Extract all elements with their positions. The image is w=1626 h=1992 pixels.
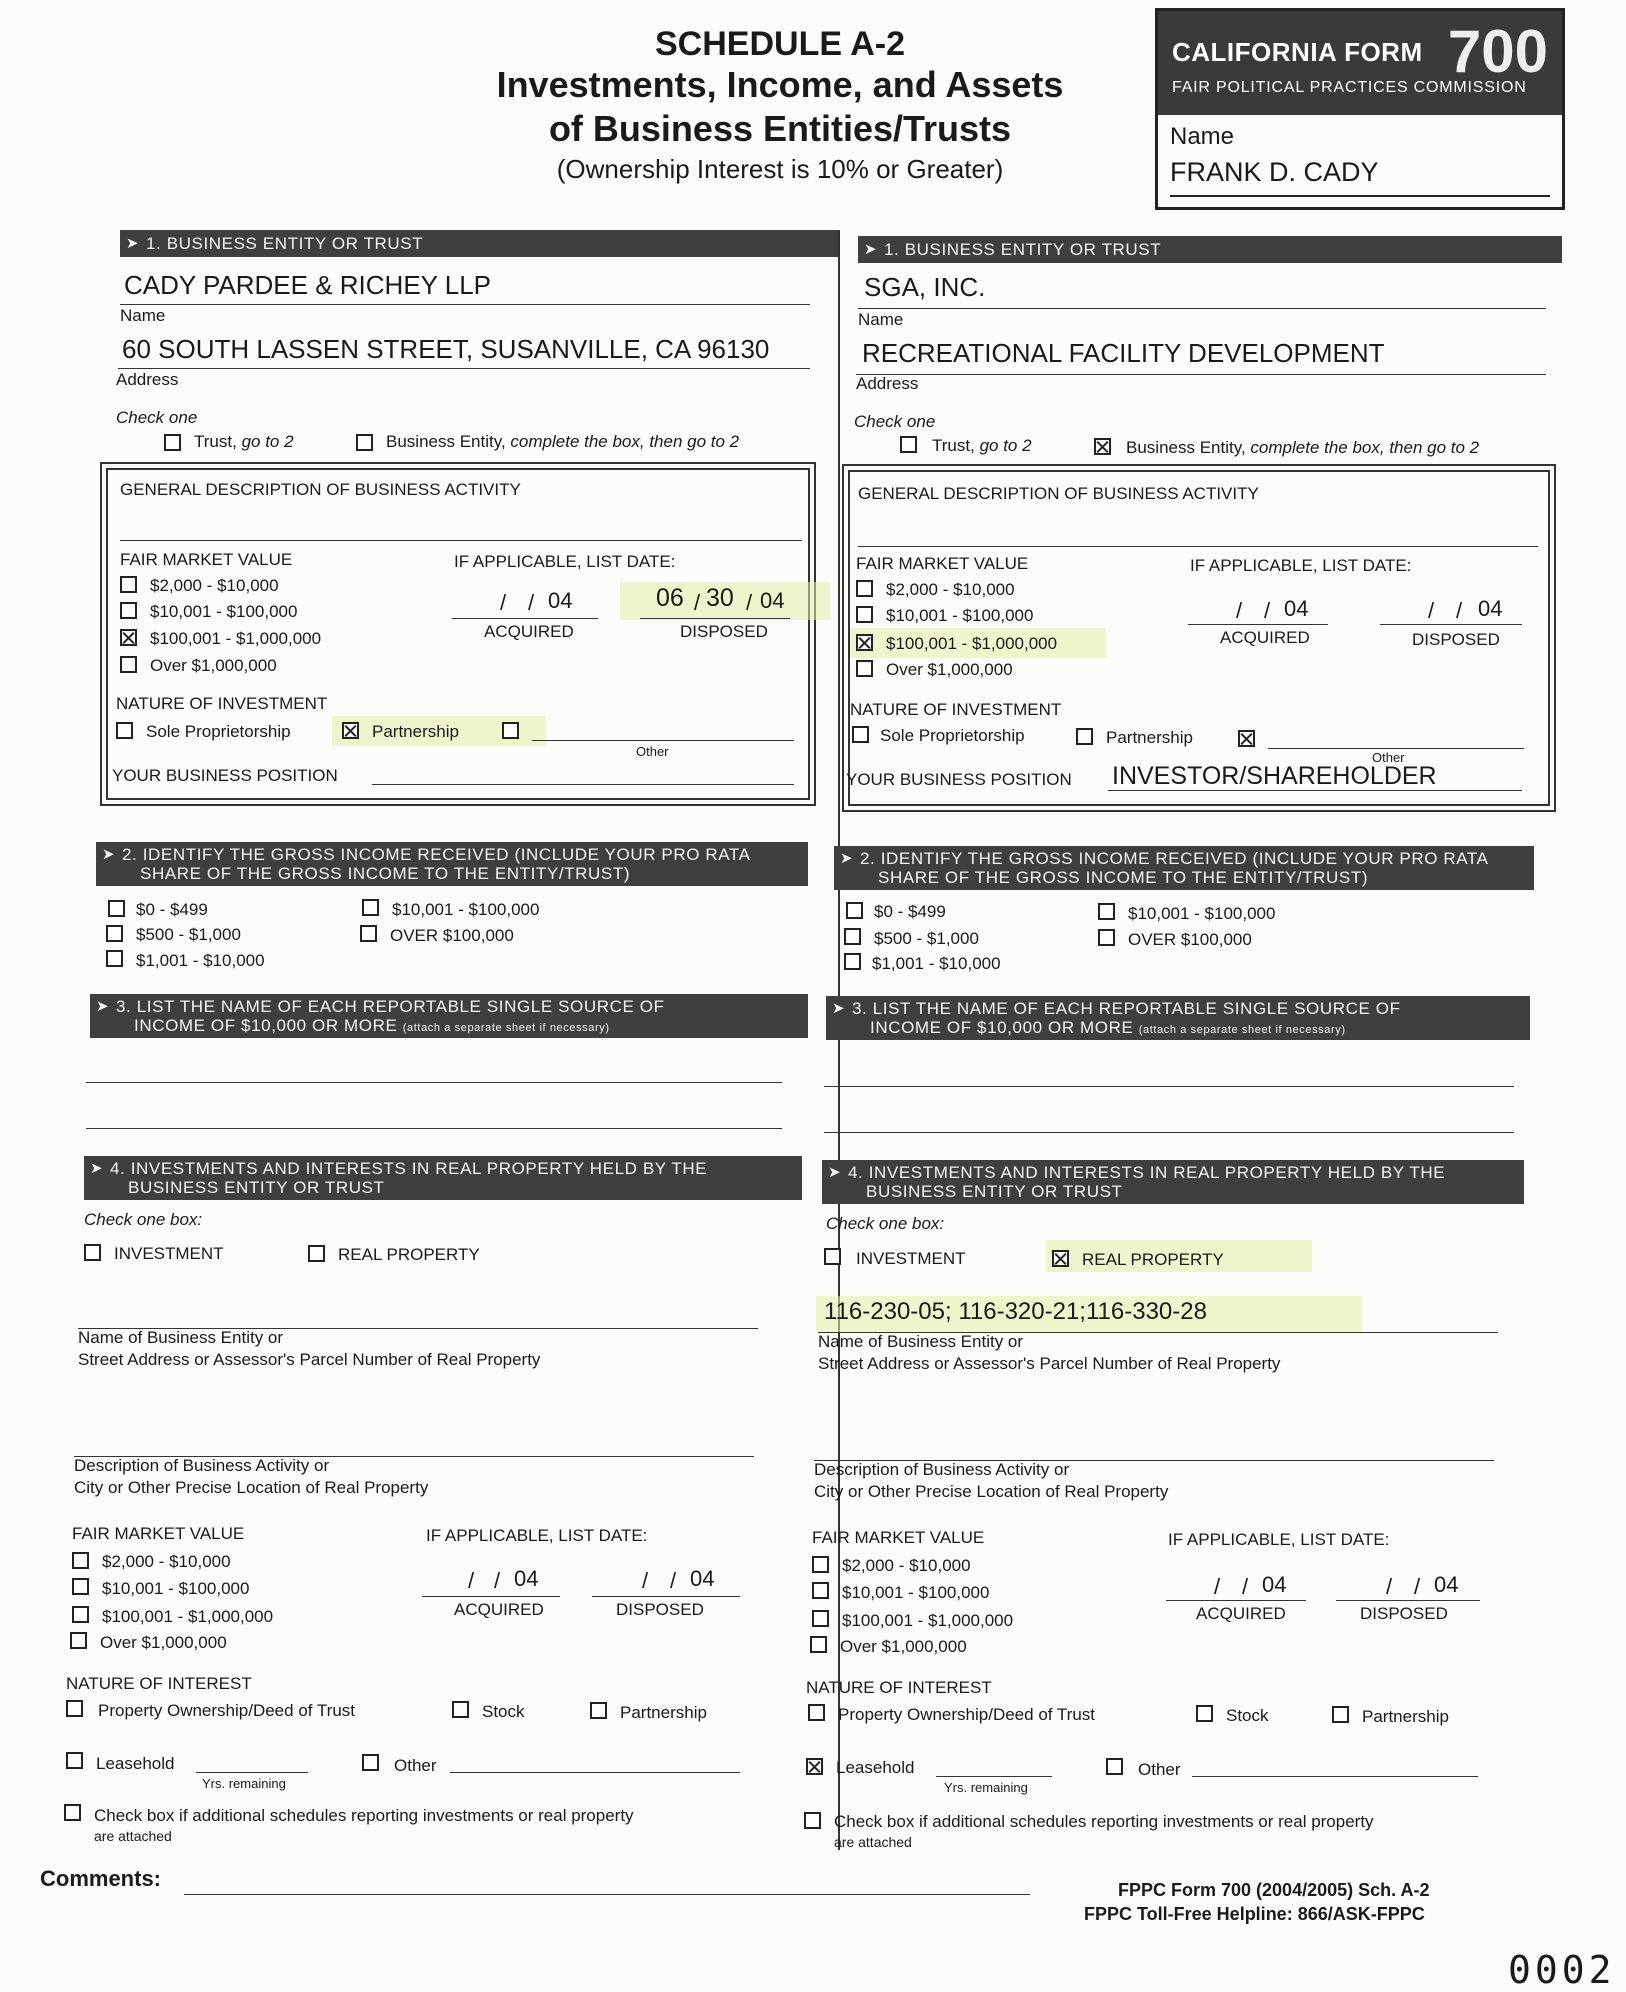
right-other-line (1268, 748, 1524, 749)
right-address-line (856, 374, 1546, 375)
left-rp-fmv2-checkbox[interactable] (72, 1578, 89, 1595)
left-other-int-line (450, 1772, 740, 1773)
left-disposed-year[interactable]: 04 (760, 588, 785, 613)
left-investment-checkbox[interactable] (84, 1244, 101, 1261)
left-name-entity-label1: Name of Business Entity or (78, 1328, 284, 1347)
left-check-one-box: Check one box: (84, 1210, 203, 1229)
left-other-line (532, 740, 794, 741)
form-subtitle: (Ownership Interest is 10% or Greater) (556, 154, 1004, 184)
left-fmv3-label: $100,001 - $1,000,000 (150, 629, 322, 648)
left-realprop-checkbox[interactable] (308, 1245, 325, 1262)
right-rp-disposed-line (1336, 1600, 1480, 1601)
left-name-label: Name (120, 306, 166, 325)
right-yrs-label: Yrs. remaining (944, 1780, 1028, 1795)
right-yrs-line (936, 1776, 1052, 1777)
right-rp-disposed-label: DISPOSED (1360, 1604, 1448, 1623)
helpline: FPPC Toll-Free Helpline: 866/ASK-FPPC (1084, 1904, 1425, 1924)
left-propown-checkbox[interactable] (66, 1700, 83, 1717)
left-inc3-label: $1,001 - $10,000 (136, 951, 265, 970)
left-entity-name[interactable]: CADY PARDEE & RICHEY LLP (124, 270, 492, 300)
right-leasehold-checkbox[interactable] (806, 1758, 823, 1775)
left-rp-fmv4-checkbox[interactable] (70, 1632, 87, 1649)
right-propown-checkbox[interactable] (808, 1704, 825, 1721)
right-rp-acquired-label: ACQUIRED (1196, 1604, 1286, 1623)
right-check-one: Check one (854, 412, 936, 431)
right-check-one-box: Check one box: (826, 1214, 945, 1233)
left-gen-desc-line (120, 540, 802, 541)
left-position-line (372, 784, 794, 785)
left-rp-fmv3-label: $100,001 - $1,000,000 (102, 1607, 274, 1626)
right-rp-fmv1-label: $2,000 - $10,000 (842, 1556, 971, 1575)
right-rp-acquired-line (1166, 1600, 1306, 1601)
right-entity-name[interactable]: SGA, INC. (864, 272, 986, 302)
right-name-entity-label2: Street Address or Assessor's Parcel Number of Real Property (818, 1354, 1281, 1373)
right-sole-checkbox[interactable] (852, 726, 869, 743)
left-inc3-checkbox[interactable] (106, 950, 123, 967)
right-rp-fmv2-label: $10,001 - $100,000 (842, 1583, 990, 1602)
schedule-title: SCHEDULE A-2 (655, 25, 905, 63)
left-leasehold-checkbox[interactable] (66, 1752, 83, 1769)
comments-line[interactable] (184, 1894, 1030, 1895)
left-realprop-label: REAL PROPERTY (338, 1245, 480, 1264)
right-realprop-label: REAL PROPERTY (1082, 1250, 1224, 1269)
form-reference: FPPC Form 700 (2004/2005) Sch. A-2 (1118, 1880, 1430, 1900)
right-inc2-checkbox[interactable] (844, 928, 861, 945)
right-addl-checkbox[interactable] (804, 1812, 821, 1829)
left-sec3-line1 (86, 1082, 782, 1083)
left-fmv4-label: Over $1,000,000 (150, 656, 277, 675)
left-fmv4-checkbox[interactable] (120, 656, 137, 673)
right-propown-label: Property Ownership/Deed of Trust (838, 1705, 1096, 1724)
commission-name: FAIR POLITICAL PRACTICES COMMISSION (1172, 79, 1527, 96)
right-inc5-checkbox[interactable] (1098, 929, 1115, 946)
left-trust-checkbox[interactable] (164, 434, 181, 451)
left-inc4-checkbox[interactable] (362, 899, 379, 916)
left-sec2-header: ➤ 2. IDENTIFY THE GROSS INCOME RECEIVED (INCLUDE YOUR PRO RATA SHARE OF THE GROSS INCOME TO THE ENTITY/TRUST) (96, 842, 808, 886)
right-other-label: Other (1372, 750, 1405, 765)
right-addl-label2: are attached (834, 1834, 912, 1850)
left-rp-fmv1-label: $2,000 - $10,000 (102, 1552, 231, 1571)
left-disposed-line (640, 618, 790, 619)
right-trust-label: Trust, go to 2 (932, 436, 1032, 455)
form-number: 700 (1447, 18, 1548, 85)
left-desc-label2: City or Other Precise Location of Real Property (74, 1478, 429, 1497)
left-inc1-label: $0 - $499 (136, 900, 208, 919)
column-divider (838, 230, 840, 1850)
left-disposed-month[interactable]: 06 (656, 584, 684, 612)
left-addl-checkbox[interactable] (64, 1804, 81, 1821)
left-stock-label: Stock (482, 1702, 525, 1721)
right-rp-list-date-label: IF APPLICABLE, LIST DATE: (1168, 1530, 1390, 1549)
right-nature-inv-label: NATURE OF INVESTMENT (850, 700, 1062, 719)
right-sec3-line1 (824, 1086, 1514, 1087)
left-rp-list-date-label: IF APPLICABLE, LIST DATE: (426, 1526, 648, 1545)
right-other-int-line (1192, 1776, 1478, 1777)
form-id-box (1155, 8, 1565, 210)
right-rp-fmv2-checkbox[interactable] (812, 1582, 829, 1599)
left-inc2-label: $500 - $1,000 (136, 925, 241, 944)
right-inc3-checkbox[interactable] (844, 953, 861, 970)
right-fmv3-checkbox[interactable] (856, 634, 873, 651)
left-sec3-line2 (86, 1128, 782, 1129)
left-stock-checkbox[interactable] (452, 1701, 469, 1718)
left-fmv2-checkbox[interactable] (120, 602, 137, 619)
right-address[interactable]: RECREATIONAL FACILITY DEVELOPMENT (862, 338, 1385, 368)
right-parcels[interactable]: 116-230-05; 116-320-21;116-330-28 (824, 1298, 1207, 1325)
right-trust-checkbox[interactable] (900, 436, 917, 453)
right-desc-label1: Description of Business Activity or (814, 1460, 1070, 1479)
left-name-line (120, 304, 810, 305)
right-disposed-label: DISPOSED (1412, 630, 1500, 649)
left-rp-acquired-line (422, 1596, 560, 1597)
left-rp-disposed-label: DISPOSED (616, 1600, 704, 1619)
left-inc2-checkbox[interactable] (106, 925, 123, 942)
right-inc5-label: OVER $100,000 (1128, 930, 1252, 949)
right-sec3-line2 (824, 1132, 1514, 1133)
left-trust-label: Trust, go to 2 (194, 432, 294, 451)
right-gen-desc-line (858, 546, 1538, 547)
left-other-label: Other (636, 744, 669, 759)
right-other-checkbox[interactable] (1238, 730, 1255, 747)
right-address-label: Address (856, 374, 919, 393)
right-position-label: YOUR BUSINESS POSITION (846, 770, 1072, 789)
right-stock-checkbox[interactable] (1196, 1705, 1213, 1722)
filer-name-value[interactable]: FRANK D. CADY (1170, 157, 1379, 187)
left-nature-int-label: NATURE OF INTEREST (66, 1674, 252, 1693)
left-acquired-label: ACQUIRED (484, 622, 574, 641)
left-rp-acquired-label: ACQUIRED (454, 1600, 544, 1619)
left-sec3-header: ➤ 3. LIST THE NAME OF EACH REPORTABLE SINGLE SOURCE OF INCOME OF $10,000 OR MORE (attach a separate sheet if necessary) (90, 994, 808, 1038)
form-name: CALIFORNIA FORM (1172, 37, 1423, 67)
right-sec3-header: ➤ 3. LIST THE NAME OF EACH REPORTABLE SINGLE SOURCE OF INCOME OF $10,000 OR MORE (attach a separate sheet if necessary) (826, 996, 1530, 1040)
left-leasehold-label: Leasehold (96, 1754, 175, 1773)
right-rp-fmv4-checkbox[interactable] (810, 1636, 827, 1653)
right-inc4-label: $10,001 - $100,000 (1128, 904, 1276, 923)
right-disposed-line (1380, 624, 1522, 625)
left-partnership-label: Partnership (372, 722, 459, 741)
right-other-int-checkbox[interactable] (1106, 1758, 1123, 1775)
right-fmv3-label: $100,001 - $1,000,000 (886, 634, 1058, 653)
right-fmv2-label: $10,001 - $100,000 (886, 606, 1034, 625)
right-sec1-header: ➤ 1. BUSINESS ENTITY OR TRUST (858, 236, 1562, 263)
left-fmv1-checkbox[interactable] (120, 576, 137, 593)
left-addl-label2: are attached (94, 1828, 172, 1844)
right-acquired-line (1188, 624, 1328, 625)
left-yrs-label: Yrs. remaining (202, 1776, 286, 1791)
right-acquired-label: ACQUIRED (1220, 628, 1310, 647)
left-yrs-line (196, 1772, 308, 1773)
right-rp-fmv1-checkbox[interactable] (812, 1556, 829, 1573)
left-other-int-checkbox[interactable] (362, 1754, 379, 1771)
left-rp-fmv4-label: Over $1,000,000 (100, 1633, 227, 1652)
left-inc5-checkbox[interactable] (360, 925, 377, 942)
left-nature-inv-label: NATURE OF INVESTMENT (116, 694, 328, 713)
right-nature-int-label: NATURE OF INTEREST (806, 1678, 992, 1697)
left-sole-checkbox[interactable] (116, 722, 133, 739)
right-fmv4-checkbox[interactable] (856, 660, 873, 677)
left-other-int-label: Other (394, 1756, 437, 1775)
right-rp-fmv4-label: Over $1,000,000 (840, 1637, 967, 1656)
left-rp-fmv2-label: $10,001 - $100,000 (102, 1579, 250, 1598)
left-inc4-label: $10,001 - $100,000 (392, 900, 540, 919)
left-sole-label: Sole Proprietorship (146, 722, 291, 741)
right-sec2-header: ➤ 2. IDENTIFY THE GROSS INCOME RECEIVED (INCLUDE YOUR PRO RATA SHARE OF THE GROSS INCOME TO THE ENTITY/TRUST) (834, 846, 1534, 890)
right-fmv2-checkbox[interactable] (856, 606, 873, 623)
left-desc-label1: Description of Business Activity or (74, 1456, 330, 1475)
left-sec1-header: ➤ 1. BUSINESS ENTITY OR TRUST (120, 230, 838, 257)
right-investment-checkbox[interactable] (824, 1248, 841, 1265)
right-sec4-header: ➤ 4. INVESTMENTS AND INTERESTS IN REAL PROPERTY HELD BY THE BUSINESS ENTITY OR TRUST (822, 1160, 1524, 1204)
right-fmv4-label: Over $1,000,000 (886, 660, 1013, 679)
right-inc3-label: $1,001 - $10,000 (872, 954, 1001, 973)
right-business-checkbox[interactable] (1094, 438, 1111, 455)
filer-name-label: Name (1170, 123, 1235, 150)
left-fmv3-checkbox[interactable] (120, 629, 137, 646)
left-name-entity-label2: Street Address or Assessor's Parcel Number of Real Property (78, 1350, 541, 1369)
left-inc5-label: OVER $100,000 (390, 926, 514, 945)
right-other-int-label: Other (1138, 1760, 1181, 1779)
right-name-entity-label1: Name of Business Entity or (818, 1332, 1024, 1351)
right-inc1-checkbox[interactable] (846, 902, 863, 919)
right-name-label: Name (858, 310, 904, 329)
right-desc-label2: City or Other Precise Location of Real Property (814, 1482, 1169, 1501)
left-inc1-checkbox[interactable] (108, 900, 125, 917)
right-position-line (1108, 790, 1522, 791)
left-rp-disposed-line (592, 1596, 740, 1597)
right-partnership-label: Partnership (1106, 728, 1193, 747)
left-check-one: Check one (116, 408, 198, 427)
left-partnership-checkbox[interactable] (342, 722, 359, 739)
right-int-partnership-label: Partnership (1362, 1707, 1449, 1726)
right-inc2-label: $500 - $1,000 (874, 929, 979, 948)
left-int-partnership-checkbox[interactable] (590, 1702, 607, 1719)
right-rp-fmv3-checkbox[interactable] (812, 1610, 829, 1627)
left-address-label: Address (116, 370, 179, 389)
comments-label: Comments: (40, 1866, 162, 1891)
right-gen-desc-label: GENERAL DESCRIPTION OF BUSINESS ACTIVITY (858, 484, 1259, 503)
left-business-label: Business Entity, complete the box, then go to 2 (386, 432, 740, 451)
left-disposed-day[interactable]: 30 (706, 584, 734, 612)
form-title-line2: of Business Entities/Trusts (548, 108, 1012, 149)
left-addl-label1: Check box if additional schedules reporting investments or real property (94, 1806, 634, 1825)
left-disposed-slash2: / (746, 590, 753, 615)
right-name-line (858, 308, 1546, 309)
right-rp-fmv-label: FAIR MARKET VALUE (812, 1528, 985, 1547)
right-leasehold-label: Leasehold (836, 1758, 915, 1777)
left-other-checkbox[interactable] (502, 722, 519, 739)
left-rp-fmv1-checkbox[interactable] (72, 1552, 89, 1569)
right-int-partnership-checkbox[interactable] (1332, 1706, 1349, 1723)
right-fmv1-label: $2,000 - $10,000 (886, 580, 1015, 599)
left-rp-fmv-label: FAIR MARKET VALUE (72, 1524, 245, 1543)
right-inc1-label: $0 - $499 (874, 902, 946, 921)
right-position-value[interactable]: INVESTOR/SHAREHOLDER (1112, 762, 1437, 790)
right-business-label: Business Entity, complete the box, then go to 2 (1126, 438, 1480, 457)
left-propown-label: Property Ownership/Deed of Trust (98, 1701, 356, 1720)
left-business-checkbox[interactable] (356, 434, 373, 451)
right-list-date-label: IF APPLICABLE, LIST DATE: (1190, 556, 1412, 575)
left-list-date-label: IF APPLICABLE, LIST DATE: (454, 552, 676, 571)
left-fmv-label: FAIR MARKET VALUE (120, 550, 293, 569)
right-addl-label1: Check box if additional schedules reporting investments or real property (834, 1812, 1374, 1831)
right-fmv-label: FAIR MARKET VALUE (856, 554, 1029, 573)
left-position-label: YOUR BUSINESS POSITION (112, 766, 338, 785)
left-address-line (118, 368, 810, 369)
filer-name-underline (1170, 195, 1550, 197)
left-fmv2-label: $10,001 - $100,000 (150, 602, 298, 621)
right-stock-label: Stock (1226, 1706, 1269, 1725)
right-rp-fmv3-label: $100,001 - $1,000,000 (842, 1611, 1014, 1630)
right-fmv1-checkbox[interactable] (856, 580, 873, 597)
left-gen-desc-label: GENERAL DESCRIPTION OF BUSINESS ACTIVITY (120, 480, 521, 499)
right-realprop-checkbox[interactable] (1052, 1250, 1069, 1267)
left-int-partnership-label: Partnership (620, 1703, 707, 1722)
left-rp-fmv3-checkbox[interactable] (72, 1606, 89, 1623)
left-sec4-header: ➤ 4. INVESTMENTS AND INTERESTS IN REAL PROPERTY HELD BY THE BUSINESS ENTITY OR TRUST (84, 1156, 802, 1200)
left-address[interactable]: 60 SOUTH LASSEN STREET, SUSANVILLE, CA 96130 (122, 334, 770, 364)
left-disposed-label: DISPOSED (680, 622, 768, 641)
right-investment-label: INVESTMENT (856, 1249, 966, 1268)
right-sole-label: Sole Proprietorship (880, 726, 1025, 745)
left-fmv1-label: $2,000 - $10,000 (150, 576, 279, 595)
right-partnership-checkbox[interactable] (1076, 728, 1093, 745)
left-disposed-slash1: / (694, 590, 701, 615)
form-title-line1: Investments, Income, and Assets (496, 64, 1064, 105)
page-number: 0002 (1508, 1948, 1616, 1992)
left-acquired-line (452, 618, 598, 619)
left-investment-label: INVESTMENT (114, 1244, 224, 1263)
right-inc4-checkbox[interactable] (1098, 903, 1115, 920)
